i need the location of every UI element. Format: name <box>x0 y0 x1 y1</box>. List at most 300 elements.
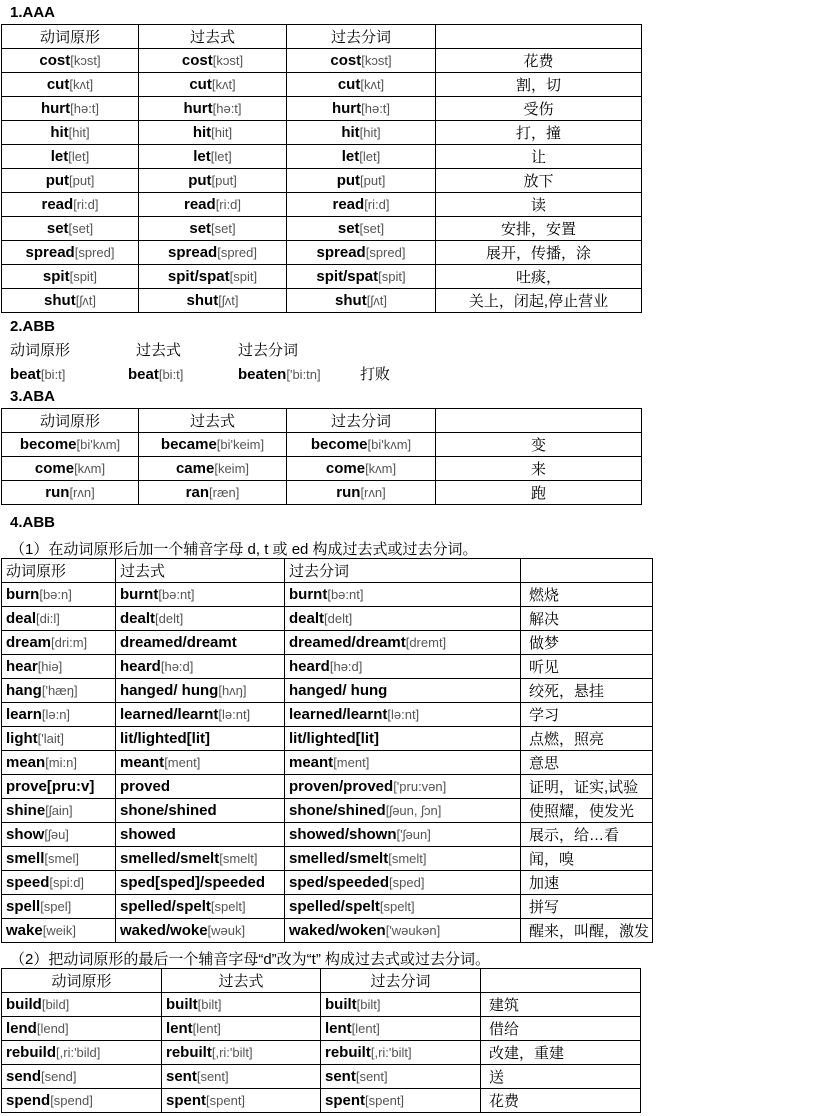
abb1-verb-cell <box>116 703 285 727</box>
aaa-table-row <box>2 49 642 73</box>
verb-form: smell <box>6 850 45 867</box>
verb-form: come <box>34 460 75 477</box>
abb1-table-row <box>2 583 653 607</box>
abb-participle-form: beaten['bi:tn] <box>238 366 321 383</box>
verb-form: hanged/ hung <box>289 682 388 699</box>
phonetic: [spit] <box>229 269 258 284</box>
aaa-meaning-cell: 花费 <box>436 49 642 73</box>
aaa-verb-cell <box>139 97 287 121</box>
aaa-verb-cell <box>139 73 287 97</box>
aaa-verb-cell <box>287 49 436 73</box>
abb1-verb-cell <box>285 727 521 751</box>
abb1-verb-cell <box>116 919 285 943</box>
phonetic: [ri:d] <box>215 197 241 212</box>
abb1-verb-cell <box>116 799 285 823</box>
section-title-abb-2: 4.ABB <box>10 514 56 531</box>
verb-form: hang <box>6 682 42 699</box>
aaa-table-row <box>2 73 642 97</box>
verb-form: show <box>6 826 45 843</box>
phonetic: [spit] <box>69 269 98 284</box>
phonetic: [spend] <box>50 1093 93 1108</box>
phonetic: ['lait] <box>37 731 64 746</box>
phonetic: [kʌm] <box>365 461 397 476</box>
abb-header-base: 动词原形 <box>10 342 71 359</box>
abb2-verb-cell <box>2 1041 162 1065</box>
phonetic: [hə:d] <box>160 659 194 674</box>
abb1-verb-cell <box>2 775 116 799</box>
aaa-header-row <box>2 25 642 49</box>
aaa-header-cell: 过去式 <box>139 25 287 49</box>
abb1-table-row <box>2 679 653 703</box>
verb-form: read <box>41 196 74 213</box>
aba-verb-cell <box>2 457 139 481</box>
verb-form: put <box>188 172 212 189</box>
verb-form: spit/spat <box>167 268 230 285</box>
verb-form: deal <box>6 610 37 627</box>
phonetic: ['wəukən] <box>385 923 441 938</box>
phonetic: [smelt] <box>388 851 427 866</box>
phonetic: [ment] <box>164 755 201 770</box>
abb1-verb-cell <box>2 823 116 847</box>
aaa-meaning-cell: 展开，传播，涂 <box>436 241 642 265</box>
aba-verb-cell <box>139 433 287 457</box>
verb-form: hanged/ hung <box>120 682 219 699</box>
abb-base-form: beat[bi:t] <box>10 366 66 383</box>
abb2-table-row <box>2 1089 641 1113</box>
aaa-verb-cell <box>2 97 139 121</box>
aaa-verb-cell <box>287 241 436 265</box>
aaa-verb-cell <box>2 265 139 289</box>
abb2-meaning-cell: 建筑 <box>481 993 641 1017</box>
abb2-header-cell: 过去式 <box>162 969 321 993</box>
abb1-meaning-cell: 燃烧 <box>521 583 653 607</box>
phonetic: [put] <box>69 173 95 188</box>
verb-form: dealt <box>120 610 156 627</box>
verb-form: proved <box>120 778 171 795</box>
abb1-meaning-cell: 使照耀，使发光 <box>521 799 653 823</box>
abb1-verb-cell <box>2 607 116 631</box>
abb2-table-row <box>2 1017 641 1041</box>
abb1-verb-cell <box>116 847 285 871</box>
phonetic: [hit] <box>359 125 381 140</box>
verb-form: shone/shined <box>289 802 386 819</box>
verb-form: spent <box>325 1092 366 1109</box>
aba-header-row <box>2 409 642 433</box>
phonetic: [delt] <box>155 611 184 626</box>
abb1-table-row <box>2 631 653 655</box>
phonetic: [bi'kʌm] <box>76 437 121 452</box>
abb-example <box>10 342 510 386</box>
phonetic: [kʌt] <box>360 77 385 92</box>
abb1-verb-cell <box>2 895 116 919</box>
aaa-verb-cell <box>2 121 139 145</box>
aaa-verb-cell <box>2 289 139 313</box>
aaa-verb-cell <box>287 97 436 121</box>
abb-past-form: beat[bi:t] <box>128 366 184 383</box>
aaa-verb-cell <box>287 169 436 193</box>
aba-meaning-cell: 来 <box>436 457 642 481</box>
aaa-meaning-cell: 吐痰， <box>436 265 642 289</box>
abb1-verb-cell <box>2 583 116 607</box>
abb2-table-row <box>2 993 641 1017</box>
abb1-meaning-cell: 意思 <box>521 751 653 775</box>
abb1-verb-cell <box>116 607 285 631</box>
aaa-meaning-cell: 打，撞 <box>436 121 642 145</box>
abb1-table-row <box>2 871 653 895</box>
verb-form: waked/woke <box>120 922 208 939</box>
phonetic: [bi'keim] <box>216 437 265 452</box>
abb1-table-row <box>2 607 653 631</box>
phonetic: [bə:n] <box>39 587 72 602</box>
verb-form: spread <box>316 244 366 261</box>
abb1-verb-cell <box>285 655 521 679</box>
aba-verb-cell <box>139 481 287 505</box>
phonetic: [,ri:'bilt] <box>370 1045 412 1060</box>
phonetic: [send] <box>41 1069 77 1084</box>
abb1-verb-cell <box>285 895 521 919</box>
aaa-meaning-cell: 让 <box>436 145 642 169</box>
verb-form: hit <box>341 124 360 141</box>
verb-form: put <box>45 172 70 189</box>
phonetic: [ʃəu] <box>44 827 69 842</box>
verb-form: build <box>6 996 42 1013</box>
phonetic: [ʃʌt] <box>218 293 239 308</box>
phonetic: [bilt] <box>356 997 381 1012</box>
phonetic: [hə:d] <box>329 659 363 674</box>
abb1-table-row <box>2 895 653 919</box>
abb1-table-row <box>2 823 653 847</box>
aaa-header-cell <box>436 25 642 49</box>
abb1-verb-cell <box>2 751 116 775</box>
abb2-verb-cell <box>321 993 481 1017</box>
aaa-table-row <box>2 193 642 217</box>
abb1-table-row <box>2 703 653 727</box>
verb-form: set <box>189 220 212 237</box>
verb-form: set <box>337 220 360 237</box>
verb-form: cost <box>181 52 213 69</box>
phonetic: [spent] <box>206 1093 246 1108</box>
abb-header-participle: 过去分词 <box>238 342 299 359</box>
abb2-verb-cell <box>162 1089 321 1113</box>
aaa-verb-cell <box>287 193 436 217</box>
rule-note-2: （2）把动词原形的最后一个辅音字母“d”改为“t” 构成过去式或过去分词。 <box>10 951 491 968</box>
verb-form: read <box>332 196 365 213</box>
verb-form: shut <box>44 292 76 309</box>
abb1-verb-cell <box>285 799 521 823</box>
aaa-meaning-cell: 受伤 <box>436 97 642 121</box>
verb-form: burnt <box>120 586 159 603</box>
phonetic: [spelt] <box>379 899 415 914</box>
section-title-abb: 2.ABB <box>10 318 56 335</box>
verb-form: learned/learnt <box>289 706 388 723</box>
phonetic: [kʌm] <box>74 461 106 476</box>
abb-header-past: 过去式 <box>136 342 182 359</box>
abb1-header-cell: 过去式 <box>116 559 285 583</box>
phonetic: [set] <box>359 221 385 236</box>
abb1-meaning-cell: 解决 <box>521 607 653 631</box>
abb-add-d-t-table <box>1 558 653 943</box>
abb1-meaning-cell: 听见 <box>521 655 653 679</box>
abb1-meaning-cell: 拼写 <box>521 895 653 919</box>
aba-header-cell: 过去分词 <box>287 409 436 433</box>
verb-form: become <box>19 436 77 453</box>
abb1-verb-cell <box>285 583 521 607</box>
phonetic: [keim] <box>214 461 250 476</box>
abb1-verb-cell <box>2 799 116 823</box>
verb-form: prove[pru:v] <box>6 778 95 795</box>
abb2-header-row <box>2 969 641 993</box>
phonetic: [ʃəun, ʃɔn] <box>385 803 442 818</box>
verb-form: spit <box>42 268 70 285</box>
verb-form: proven/proved <box>289 778 394 795</box>
abb2-verb-cell <box>321 1017 481 1041</box>
abb2-verb-cell <box>2 1065 162 1089</box>
abb1-meaning-cell: 展示，给…看 <box>521 823 653 847</box>
abb1-verb-cell <box>285 703 521 727</box>
verb-form: let <box>50 148 69 165</box>
verb-form: lend <box>6 1020 37 1037</box>
phonetic: [spred] <box>365 245 406 260</box>
section-title-aaa: 1.AAA <box>10 4 56 21</box>
verb-form: cut <box>189 76 212 93</box>
verb-form: shine <box>6 802 46 819</box>
aba-meaning-cell: 跑 <box>436 481 642 505</box>
phonetic: [mi:n] <box>45 755 77 770</box>
phonetic: [hit] <box>68 125 90 140</box>
aaa-meaning-cell: 安排，安置 <box>436 217 642 241</box>
verb-form: rebuilt <box>325 1044 371 1061</box>
aaa-table-row <box>2 169 642 193</box>
verb-form: lit/lighted[lit] <box>120 730 210 747</box>
verb-form: hear <box>6 658 38 675</box>
abb1-table-row <box>2 727 653 751</box>
abb-meaning: 打败 <box>360 366 391 383</box>
aba-meaning-cell: 变 <box>436 433 642 457</box>
abb1-meaning-cell: 证明，证实,试验 <box>521 775 653 799</box>
verb-form: set <box>46 220 69 237</box>
aba-header-cell: 动词原形 <box>2 409 139 433</box>
verb-form: smelled/smelt <box>120 850 220 867</box>
verb-form: put <box>336 172 361 189</box>
abb1-meaning-cell: 点燃，照亮 <box>521 727 653 751</box>
verb-form: smelled/smelt <box>289 850 389 867</box>
aaa-table-row <box>2 265 642 289</box>
aaa-table-row <box>2 217 642 241</box>
abb1-verb-cell <box>2 703 116 727</box>
verb-form: cost <box>330 52 362 69</box>
abb1-header-cell <box>521 559 653 583</box>
verb-form: read <box>184 196 216 213</box>
verb-form: come <box>325 460 366 477</box>
abb1-verb-cell <box>116 775 285 799</box>
abb1-table-row <box>2 751 653 775</box>
aaa-verb-cell <box>287 121 436 145</box>
abb1-table-row <box>2 919 653 943</box>
abb1-verb-cell <box>2 847 116 871</box>
phonetic: [hit] <box>211 125 233 140</box>
abb1-verb-cell <box>116 823 285 847</box>
phonetic: [lə:nt] <box>218 707 251 722</box>
aaa-meaning-cell: 割，切 <box>436 73 642 97</box>
phonetic: [lend] <box>36 1021 69 1036</box>
aba-verb-cell <box>287 433 436 457</box>
section-title-aba: 3.ABA <box>10 388 56 405</box>
abb2-table-row <box>2 1065 641 1089</box>
verb-form: showed/shown <box>289 826 397 843</box>
phonetic: ['pru:vən] <box>393 779 447 794</box>
abb2-verb-cell <box>2 993 162 1017</box>
phonetic: [,ri:'bilt] <box>211 1045 253 1060</box>
verb-form: spread <box>168 244 218 261</box>
verb-form: run <box>45 484 70 501</box>
verb-form: ran <box>185 484 209 501</box>
phonetic: [lent] <box>351 1021 380 1036</box>
abb1-meaning-cell: 闻，嗅 <box>521 847 653 871</box>
verb-form: spelled/spelt <box>120 898 211 915</box>
verb-form: built <box>325 996 357 1013</box>
verb-form: lent <box>166 1020 193 1037</box>
phonetic: [hə:t] <box>212 101 242 116</box>
abb2-header-cell <box>481 969 641 993</box>
abb1-verb-cell <box>2 655 116 679</box>
aba-verb-cell <box>287 481 436 505</box>
verb-form: came <box>175 460 215 477</box>
verb-form: hit <box>192 124 212 141</box>
verb-form: hurt <box>40 100 71 117</box>
verb-form: hit <box>50 124 69 141</box>
abb1-verb-cell <box>116 727 285 751</box>
verb-form: sped/speeded <box>289 874 390 891</box>
aba-table-row <box>2 457 642 481</box>
abb1-verb-cell <box>285 823 521 847</box>
abb1-verb-cell <box>2 919 116 943</box>
aba-verb-cell <box>2 433 139 457</box>
verb-form: hurt <box>331 100 362 117</box>
phonetic: [lent] <box>192 1021 221 1036</box>
phonetic: [dremt] <box>405 635 447 650</box>
verb-form: spent <box>166 1092 207 1109</box>
phonetic: [lə:nt] <box>387 707 420 722</box>
phonetic: [kʌt] <box>211 77 236 92</box>
verb-form: dreamed/dreamt <box>289 634 406 651</box>
verb-form: lent <box>325 1020 352 1037</box>
verb-form: became <box>160 436 217 453</box>
verb-form: meant <box>289 754 334 771</box>
abb2-meaning-cell: 送 <box>481 1065 641 1089</box>
aaa-verb-cell <box>287 145 436 169</box>
phonetic: [spred] <box>217 245 257 260</box>
phonetic: [let] <box>210 149 232 164</box>
abb2-meaning-cell: 花费 <box>481 1089 641 1113</box>
phonetic: [bi'kʌm] <box>367 437 412 452</box>
aba-table-row <box>2 481 642 505</box>
phonetic: [hiə] <box>37 659 63 674</box>
phonetic: [spi:d] <box>49 875 85 890</box>
phonetic: [spred] <box>74 245 115 260</box>
abb1-verb-cell <box>116 871 285 895</box>
abb1-table-row <box>2 799 653 823</box>
phonetic: [put] <box>211 173 237 188</box>
phonetic: [bə:nt] <box>158 587 195 602</box>
aaa-verb-cell <box>287 289 436 313</box>
abb1-table-row <box>2 847 653 871</box>
aba-table-row <box>2 433 642 457</box>
phonetic: [kɔst] <box>212 53 244 68</box>
abb1-verb-cell <box>116 679 285 703</box>
verb-form: shone/shined <box>120 802 217 819</box>
aaa-meaning-cell: 读 <box>436 193 642 217</box>
verb-form: run <box>336 484 361 501</box>
phonetic: [set] <box>68 221 94 236</box>
abb1-verb-cell <box>116 751 285 775</box>
aaa-verb-cell <box>2 73 139 97</box>
abb1-verb-cell <box>285 751 521 775</box>
abb1-verb-cell <box>285 631 521 655</box>
aba-verb-table <box>1 408 642 505</box>
aaa-table-row <box>2 289 642 313</box>
phonetic: [bilt] <box>197 997 222 1012</box>
phonetic: [ment] <box>333 755 370 770</box>
phonetic: [ʃʌt] <box>366 293 387 308</box>
verb-form: burn <box>6 586 40 603</box>
phonetic: [ʃain] <box>45 803 73 818</box>
verb-form: meant <box>120 754 165 771</box>
abb1-verb-cell <box>2 871 116 895</box>
aaa-meaning-cell: 关上，闭起,停止营业 <box>436 289 642 313</box>
abb1-meaning-cell: 加速 <box>521 871 653 895</box>
verb-form: spend <box>6 1092 51 1109</box>
phonetic: [ri:d] <box>73 197 99 212</box>
abb1-table-row <box>2 655 653 679</box>
abb2-verb-cell <box>162 1041 321 1065</box>
abb2-verb-cell <box>162 993 321 1017</box>
phonetic: [let] <box>68 149 90 164</box>
abb1-verb-cell <box>285 919 521 943</box>
verb-form: hurt <box>183 100 213 117</box>
aaa-verb-cell <box>139 241 287 265</box>
phonetic: ['ʃəun] <box>396 827 431 842</box>
abb1-table-row <box>2 775 653 799</box>
aaa-table-row <box>2 121 642 145</box>
abb1-verb-cell <box>2 727 116 751</box>
aaa-verb-cell <box>2 169 139 193</box>
aaa-verb-cell <box>287 265 436 289</box>
phonetic: [lə:n] <box>41 707 71 722</box>
phonetic: [ræn] <box>209 485 240 500</box>
phonetic: [delt] <box>324 611 353 626</box>
abb1-verb-cell <box>116 655 285 679</box>
phonetic: [rʌn] <box>360 485 386 500</box>
abb1-verb-cell <box>116 895 285 919</box>
phonetic: [hə:t] <box>70 101 100 116</box>
phonetic: [hʌŋ] <box>218 683 247 698</box>
phonetic: [set] <box>211 221 236 236</box>
aaa-verb-cell <box>2 145 139 169</box>
phonetic: [smel] <box>44 851 80 866</box>
phonetic: [sent] <box>355 1069 388 1084</box>
verb-form: light <box>6 730 38 747</box>
aaa-table-row <box>2 241 642 265</box>
verb-form: heard <box>289 658 330 675</box>
verb-form: let <box>193 148 211 165</box>
verb-form: sped[sped]/speeded <box>120 874 266 891</box>
phonetic: [let] <box>359 149 381 164</box>
verb-form: spelled/spelt <box>289 898 380 915</box>
abb2-header-cell: 过去分词 <box>321 969 481 993</box>
aaa-verb-cell <box>287 73 436 97</box>
aaa-verb-cell <box>287 217 436 241</box>
abb2-verb-cell <box>2 1089 162 1113</box>
